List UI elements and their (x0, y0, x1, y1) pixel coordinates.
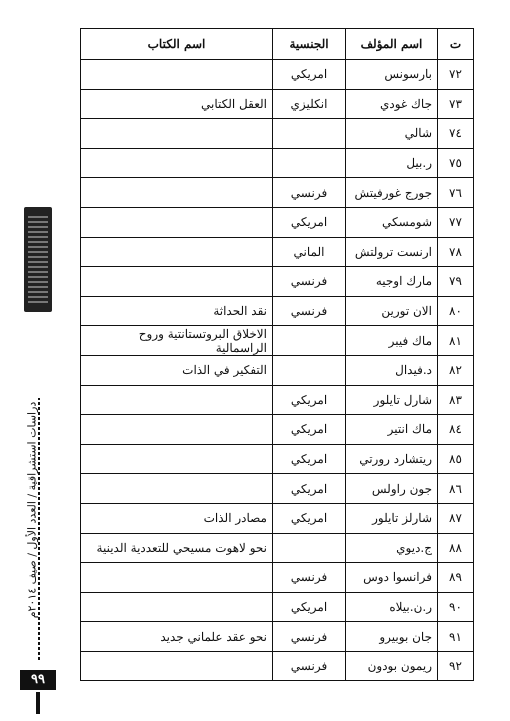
cell-book (81, 60, 273, 90)
cell-nationality: امريكي (273, 444, 346, 474)
cell-book (81, 237, 273, 267)
table-row (81, 148, 474, 178)
table-row (81, 563, 474, 593)
cell-author: ماك فيبر (346, 326, 438, 356)
cell-num: ٨٦ (438, 474, 474, 504)
cell-book (81, 651, 273, 681)
cell-num: ٧٣ (438, 89, 474, 119)
table-row (81, 385, 474, 415)
cell-num: ٨٧ (438, 503, 474, 533)
cell-book (81, 563, 273, 593)
cell-nationality: فرنسي (273, 622, 346, 652)
table-row (81, 237, 474, 267)
cell-num: ٩١ (438, 622, 474, 652)
cell-nationality: انكليزي (273, 89, 346, 119)
cell-nationality (273, 119, 346, 149)
cell-nationality: امريكي (273, 60, 346, 90)
cell-num: ٨٠ (438, 296, 474, 326)
cell-nationality: فرنسي (273, 178, 346, 208)
table-row (81, 326, 474, 356)
cell-nationality: الماني (273, 237, 346, 267)
cell-author: بارسونس (346, 60, 438, 90)
cell-num: ٩٢ (438, 651, 474, 681)
cell-nationality: امريكي (273, 385, 346, 415)
cell-nationality: فرنسي (273, 651, 346, 681)
cell-author: ماك انتير (346, 415, 438, 445)
cell-book (81, 592, 273, 622)
table-row (81, 267, 474, 297)
journal-text: دراسات استشراقية / العدد الأول / صيف ٢٠١٤م (25, 401, 39, 619)
cell-author: جاك غودي (346, 89, 438, 119)
header-nationality: الجنسية (273, 29, 346, 60)
cell-book: نحو لاهوت مسيحي للتعددية الدينية (81, 533, 273, 563)
table-row (81, 474, 474, 504)
table-body (81, 60, 474, 681)
cell-author: ج.ديوي (346, 533, 438, 563)
cell-book (81, 148, 273, 178)
cell-author: جان بوبيرو (346, 622, 438, 652)
cell-nationality (273, 326, 346, 356)
cell-book: مصادر الذات (81, 503, 273, 533)
table-row (81, 119, 474, 149)
cell-book: نحو عقد علماني جديد (81, 622, 273, 652)
cell-num: ٨٩ (438, 563, 474, 593)
table-row (81, 444, 474, 474)
cell-nationality: فرنسي (273, 563, 346, 593)
cell-author: ارنست ترولتش (346, 237, 438, 267)
cell-nationality (273, 533, 346, 563)
cell-author: مارك اوجيه (346, 267, 438, 297)
cell-author: فرانسوا دوس (346, 563, 438, 593)
page-bar (36, 692, 40, 714)
cell-num: ٨٢ (438, 355, 474, 385)
cell-author: جون راولس (346, 474, 438, 504)
cell-num: ٨٤ (438, 415, 474, 445)
cell-num: ٧٤ (438, 119, 474, 149)
cell-num: ٧٧ (438, 207, 474, 237)
cell-nationality: فرنسي (273, 267, 346, 297)
table-row (81, 622, 474, 652)
cell-book (81, 178, 273, 208)
cell-author: ريمون بودون (346, 651, 438, 681)
cell-num: ٨٥ (438, 444, 474, 474)
cell-nationality: امريكي (273, 503, 346, 533)
cell-book (81, 207, 273, 237)
cell-author: ريتشارد رورتي (346, 444, 438, 474)
table-row (81, 60, 474, 90)
cell-book: التفكير في الذات (81, 355, 273, 385)
journal-logo (24, 207, 52, 312)
cell-num: ٧٨ (438, 237, 474, 267)
cell-num: ٧٦ (438, 178, 474, 208)
cell-book: نقد الحداثة (81, 296, 273, 326)
cell-book: الاخلاق البروتستانتية وروح الراسمالية (81, 326, 273, 356)
header-author: اسم المؤلف (346, 29, 438, 60)
cell-author: جورج غورفيتش (346, 178, 438, 208)
table-row (81, 296, 474, 326)
cell-book (81, 474, 273, 504)
cell-author: ر.ن.بيلاه (346, 592, 438, 622)
table-row (81, 89, 474, 119)
table-row (81, 178, 474, 208)
authors-table (80, 28, 474, 681)
header-row (81, 29, 474, 60)
table-row (81, 651, 474, 681)
cell-book: العقل الكتابي (81, 89, 273, 119)
cell-book (81, 444, 273, 474)
cell-num: ٧٢ (438, 60, 474, 90)
cell-num: ٧٩ (438, 267, 474, 297)
cell-nationality: امريكي (273, 474, 346, 504)
table-row (81, 592, 474, 622)
page-number: ٩٩ (20, 670, 56, 690)
table-row (81, 533, 474, 563)
header-num: ت (438, 29, 474, 60)
cell-num: ٩٠ (438, 592, 474, 622)
sidebar (0, 0, 74, 721)
cell-book (81, 415, 273, 445)
cell-author: شالي (346, 119, 438, 149)
cell-nationality: امريكي (273, 415, 346, 445)
cell-book (81, 385, 273, 415)
cell-num: ٨١ (438, 326, 474, 356)
cell-nationality: امريكي (273, 592, 346, 622)
cell-nationality: امريكي (273, 207, 346, 237)
header-book: اسم الكتاب (81, 29, 273, 60)
cell-nationality (273, 355, 346, 385)
cell-num: ٨٨ (438, 533, 474, 563)
table-row (81, 415, 474, 445)
cell-author: شارلز تايلور (346, 503, 438, 533)
cell-nationality: فرنسي (273, 296, 346, 326)
cell-author: ر.بيل (346, 148, 438, 178)
cell-author: الان تورين (346, 296, 438, 326)
cell-num: ٧٥ (438, 148, 474, 178)
table-row (81, 503, 474, 533)
cell-book (81, 267, 273, 297)
cell-author: شومسكي (346, 207, 438, 237)
journal-title (12, 360, 52, 660)
table-row (81, 207, 474, 237)
cell-num: ٨٣ (438, 385, 474, 415)
table-row (81, 355, 474, 385)
cell-author: شارل تايلور (346, 385, 438, 415)
cell-book (81, 119, 273, 149)
cell-nationality (273, 148, 346, 178)
dotted-rule (38, 398, 40, 660)
cell-author: د.فيدال (346, 355, 438, 385)
